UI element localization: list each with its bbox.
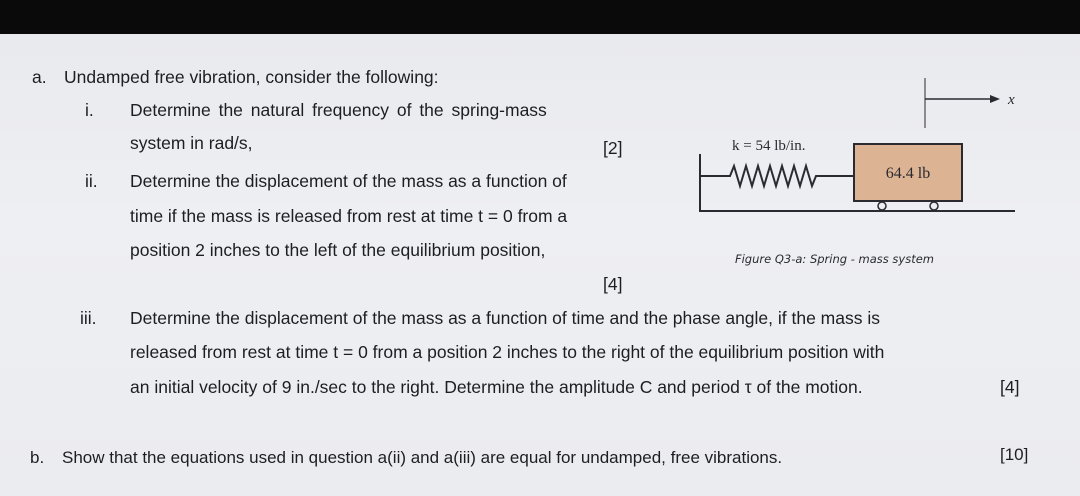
x-arrow-icon: [990, 95, 1000, 103]
x-axis-label: x: [1008, 92, 1015, 108]
mass-weight-label: 64.4 lb: [885, 165, 931, 182]
figure-caption: Figure Q3-a: Spring - mass system: [735, 252, 934, 266]
spring-mass-figure: [690, 70, 1030, 220]
part-i-numeral: i.: [85, 100, 94, 120]
part-ii-line1: Determine the displacement of the mass as a function of: [130, 171, 567, 191]
left-wheel: [878, 202, 886, 210]
part-iii-marks: [4]: [1000, 377, 1020, 397]
part-ii-numeral: ii.: [85, 171, 98, 191]
question-a-label: a.: [32, 67, 47, 87]
part-ii-line3: position 2 inches to the left of the equilibrium position,: [130, 240, 546, 260]
part-iii-line1: Determine the displacement of the mass as a function of time and the phase angle, if the mass is: [130, 308, 880, 328]
question-a-heading: Undamped free vibration, consider the following:: [64, 67, 439, 87]
right-wheel: [930, 202, 938, 210]
spring-constant-label: k = 54 lb/in.: [732, 138, 806, 154]
question-b-marks: [10]: [1000, 445, 1029, 464]
question-b-label: b.: [30, 448, 45, 467]
part-i-marks: [2]: [603, 138, 623, 158]
part-iii-numeral: iii.: [80, 308, 97, 328]
part-i-line2: system in rad/s,: [130, 133, 253, 153]
part-iii-line2: released from rest at time t = 0 from a position 2 inches to the right of the equilibrium position with: [130, 342, 885, 362]
question-b-text: Show that the equations used in question a(ii) and a(iii) are equal for undamped, free vibrations.: [62, 448, 783, 467]
part-ii-line2: time if the mass is released from rest at time t = 0 from a: [130, 206, 568, 226]
spring: [700, 166, 854, 186]
part-i-line1: Determine the natural frequency of the spring-mass: [130, 100, 547, 120]
part-ii-marks: [4]: [603, 274, 623, 294]
part-iii-line3: an initial velocity of 9 in./sec to the right. Determine the amplitude C and period τ of the motion.: [130, 377, 863, 397]
